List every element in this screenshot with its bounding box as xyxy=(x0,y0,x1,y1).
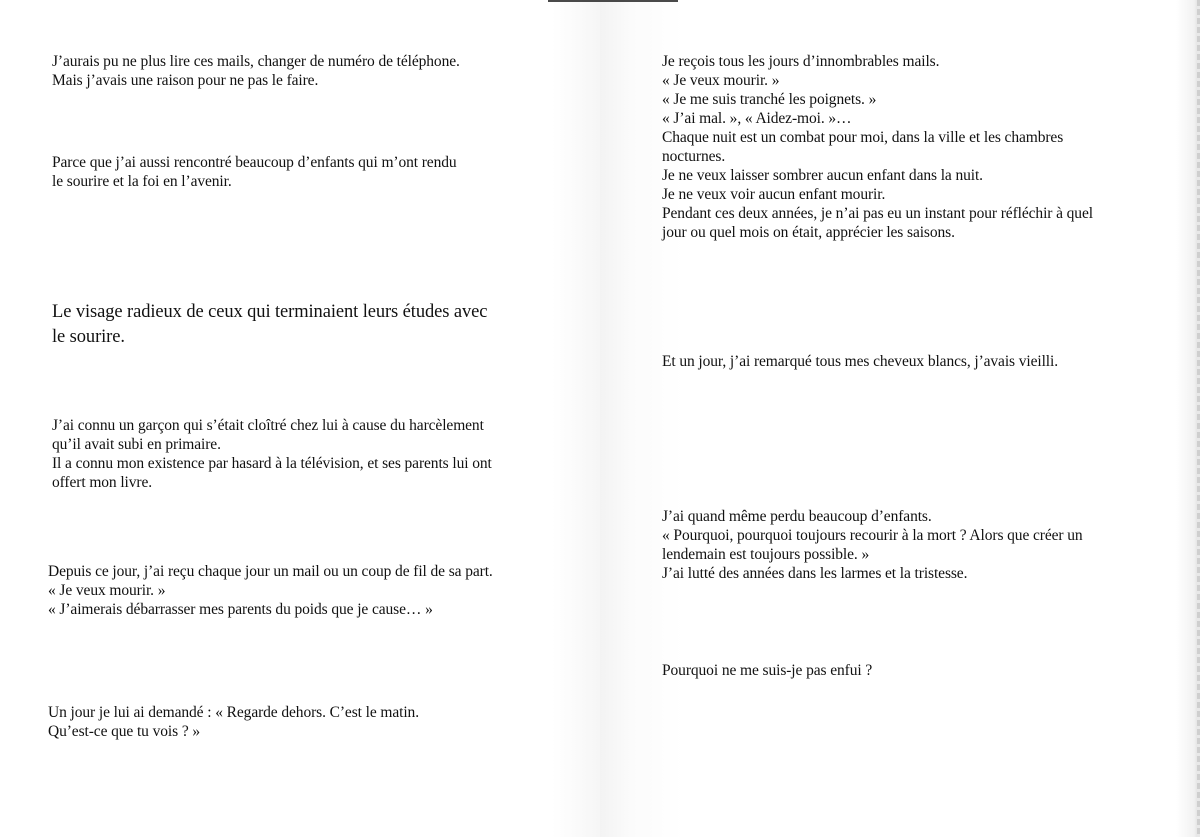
text-line: « Pourquoi, pourquoi toujours recourir à la mort ? Alors que créer un xyxy=(662,527,1083,544)
text-line: Le visage radieux de ceux qui terminaient leurs études avec xyxy=(52,302,488,322)
paragraph-mails xyxy=(52,52,460,90)
text-line: Un jour je lui ai demandé : « Regarde dehors. C’est le matin. xyxy=(48,704,419,721)
text-line: Et un jour, j’ai remarqué tous mes cheveux blancs, j’avais vieilli. xyxy=(662,353,1058,370)
text-line: le sourire et la foi en l’avenir. xyxy=(52,173,232,190)
text-line: « Je veux mourir. » xyxy=(48,582,166,599)
paragraph-radiant-faces xyxy=(52,300,487,350)
text-line: Je ne veux voir aucun enfant mourir. xyxy=(662,186,886,203)
paragraph-countless-mails xyxy=(662,52,1093,242)
text-line: offert mon livre. xyxy=(52,474,153,491)
text-line: J’ai lutté des années dans les larmes et la tristesse. xyxy=(662,565,968,582)
gutter-shadow xyxy=(548,0,678,2)
text-line: J’ai quand même perdu beaucoup d’enfants. xyxy=(662,508,932,525)
text-line: qu’il avait subi en primaire. xyxy=(52,436,221,453)
text-line: nocturnes. xyxy=(662,148,726,165)
text-line: le sourire. xyxy=(52,327,125,347)
text-line: « J’aimerais débarrasser mes parents du poids que je cause… » xyxy=(48,601,433,618)
text-line: lendemain est toujours possible. » xyxy=(662,546,870,563)
paragraph-why-not-flee xyxy=(662,661,872,680)
text-line: jour ou quel mois on était, apprécier les saisons. xyxy=(662,224,955,241)
text-line: Depuis ce jour, j’ai reçu chaque jour un mail ou un coup de fil de sa part. xyxy=(48,563,493,580)
text-line: « J’ai mal. », « Aidez-moi. »… xyxy=(662,110,852,127)
text-line: J’aurais pu ne plus lire ces mails, changer de numéro de téléphone. xyxy=(52,53,460,70)
paragraph-look-outside xyxy=(48,703,419,741)
text-line: « Je me suis tranché les poignets. » xyxy=(662,91,877,108)
text-line: « Je veux mourir. » xyxy=(662,72,780,89)
text-line: Pourquoi ne me suis-je pas enfui ? xyxy=(662,662,873,679)
paragraph-boy xyxy=(52,416,492,492)
text-line: Qu’est-ce que tu vois ? » xyxy=(48,723,201,740)
right-page xyxy=(600,0,1200,837)
text-line: Parce que j’ai aussi rencontré beaucoup d’enfants qui m’ont rendu xyxy=(52,154,457,171)
text-line: Pendant ces deux années, je n’ai pas eu un instant pour réfléchir à quel xyxy=(662,205,1093,222)
paragraph-since-that-day xyxy=(48,562,493,619)
paragraph-lost-children xyxy=(662,507,1083,583)
text-line: Mais j’avais une raison pour ne pas le faire. xyxy=(52,72,319,89)
text-line: Chaque nuit est un combat pour moi, dans la ville et les chambres xyxy=(662,129,1064,146)
text-line: Je reçois tous les jours d’innombrables mails. xyxy=(662,53,940,70)
text-line: Il a connu mon existence par hasard à la télévision, et ses parents lui ont xyxy=(52,455,492,472)
paragraph-children-smile xyxy=(52,153,457,191)
paragraph-white-hair xyxy=(662,352,1058,371)
text-line: Je ne veux laisser sombrer aucun enfant dans la nuit. xyxy=(662,167,983,184)
text-line: J’ai connu un garçon qui s’était cloîtré chez lui à cause du harcèlement xyxy=(52,417,484,434)
